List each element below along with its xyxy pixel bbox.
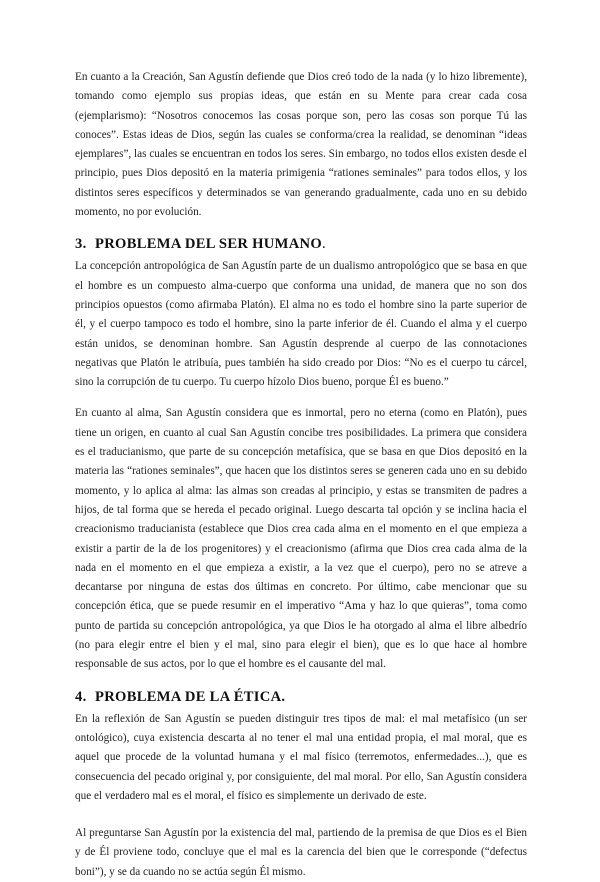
section-heading-ser-humano [75, 234, 527, 254]
paragraph-existence-of-evil: Al preguntarse San Agustín por la existencia del mal, partiendo de la premisa de que Dios es el Bien y de Él proviene todo, concluye que el mal es la carencia del bien que le corresponde (“defectus boni”), y se da cuando no se actúa según Él mismo. [75, 827, 527, 878]
section-title: PROBLEMA DEL SER HUMANO [95, 236, 323, 253]
section-number: 4. [75, 688, 87, 705]
section-title-trailing: . [322, 236, 326, 253]
paragraph-types-of-evil: En la reflexión de San Agustín se pueden distinguir tres tipos de mal: el mal metafísico (un ser ontológico), cuya existencia descarta al no tener el mal una entidad propia, el mal moral, que es aquel que procede de la voluntad humana y el mal físico (terremotos, enfermedades...), que es consecuencia del pecado original y, por consiguiente, del mal moral. Por ello, San Agustín considera que el verdadero mal es el moral, el físico es simplemente un derivado de este. [75, 712, 527, 802]
section-heading-etica [75, 687, 527, 707]
paragraph-soul: En cuanto al alma, San Agustín considera que es inmortal, pero no eterna (como en Platón), pues tiene un origen, en cuanto al cual San Agustín concibe tres posibilidades. La primera que considera es el traducianismo, que parte de su concepción metafísica, que se basa en que Dios depositó en la materia las “rationes seminales”, que hacen que los distintos seres se generen cada uno en su debido momento, y lo aplica al alma: las almas son creadas al principio, y estas se transmiten de padres a hijos, de tal forma que se hereda el pecado original. Luego descarta tal opción y se inclina hacia el creacionismo traducianista (establece que Dios crea cada alma en el momento en el que empieza a existir a partir de la de los progenitores) y el creacionismo (afirma que Dios crea cada alma de la nada en el momento en el que empieza a existir, a la vez que el cuerpo), pero no se atreve a decantarse por ninguna de estas dos últimas en concreto. Por último, cabe mencionar que su concepción ética, que se puede resumir en el imperativo “Ama y haz lo que quieras”, toma como punto de partida su concepción antropológica, ya que Dios le ha otorgado al alma el libre albedrío (no para elegir entre el bien y el mal, sino para elegir el bien), que es lo que hace al hombre responsable de sus actos, por lo que el hombre es el causante del mal. [75, 407, 527, 671]
paragraph-creation: En cuanto a la Creación, San Agustín defiende que Dios creó todo de la nada (y lo hizo libremente), tomando como ejemplo sus propias ideas, que están en su Mente para crear cada cosa (ejemplarismo): “Nosotros conocemos las cosas porque son, pero las cosas son porque Tú las conoces”. Estas ideas de Dios, según las cuales se conforma/crea la realidad, se denominan “ideas ejemplares”, las cuales se encuentran en todos los seres. Sin embargo, no todos ellos existen desde el principio, pues Dios depositó en la materia primigenia “rationes seminales” para todos ellos, y los distintos seres específicos y determinados se van generando gradualmente, cada uno en su debido momento, no por evolución. [75, 71, 527, 219]
document-page [75, 68, 527, 882]
paragraph-anthropology: La concepción antropológica de San Agustín parte de un dualismo antropológico que se basa en que el hombre es un compuesto alma-cuerpo que conforma una unidad, de manera que no son dos principios opuestos (como afirmaba Platón). El alma no es todo el hombre sino la parte superior de él, y el cuerpo tampoco es todo el hombre, sino la parte inferior de él. Cuando el alma y el cuerpo están unidos, se denominan hombre. San Agustín desprende al cuerpo de las connotaciones negativas que Platón le atribuía, pues también ha sido creado por Dios: “No es el cuerpo tu cárcel, sino la corrupción de tu cuerpo. Tu cuerpo hízolo Dios bueno, porque Él es bueno.” [75, 260, 527, 389]
section-title: PROBLEMA DE LA ÉTICA. [95, 688, 286, 705]
section-number: 3. [75, 236, 87, 253]
